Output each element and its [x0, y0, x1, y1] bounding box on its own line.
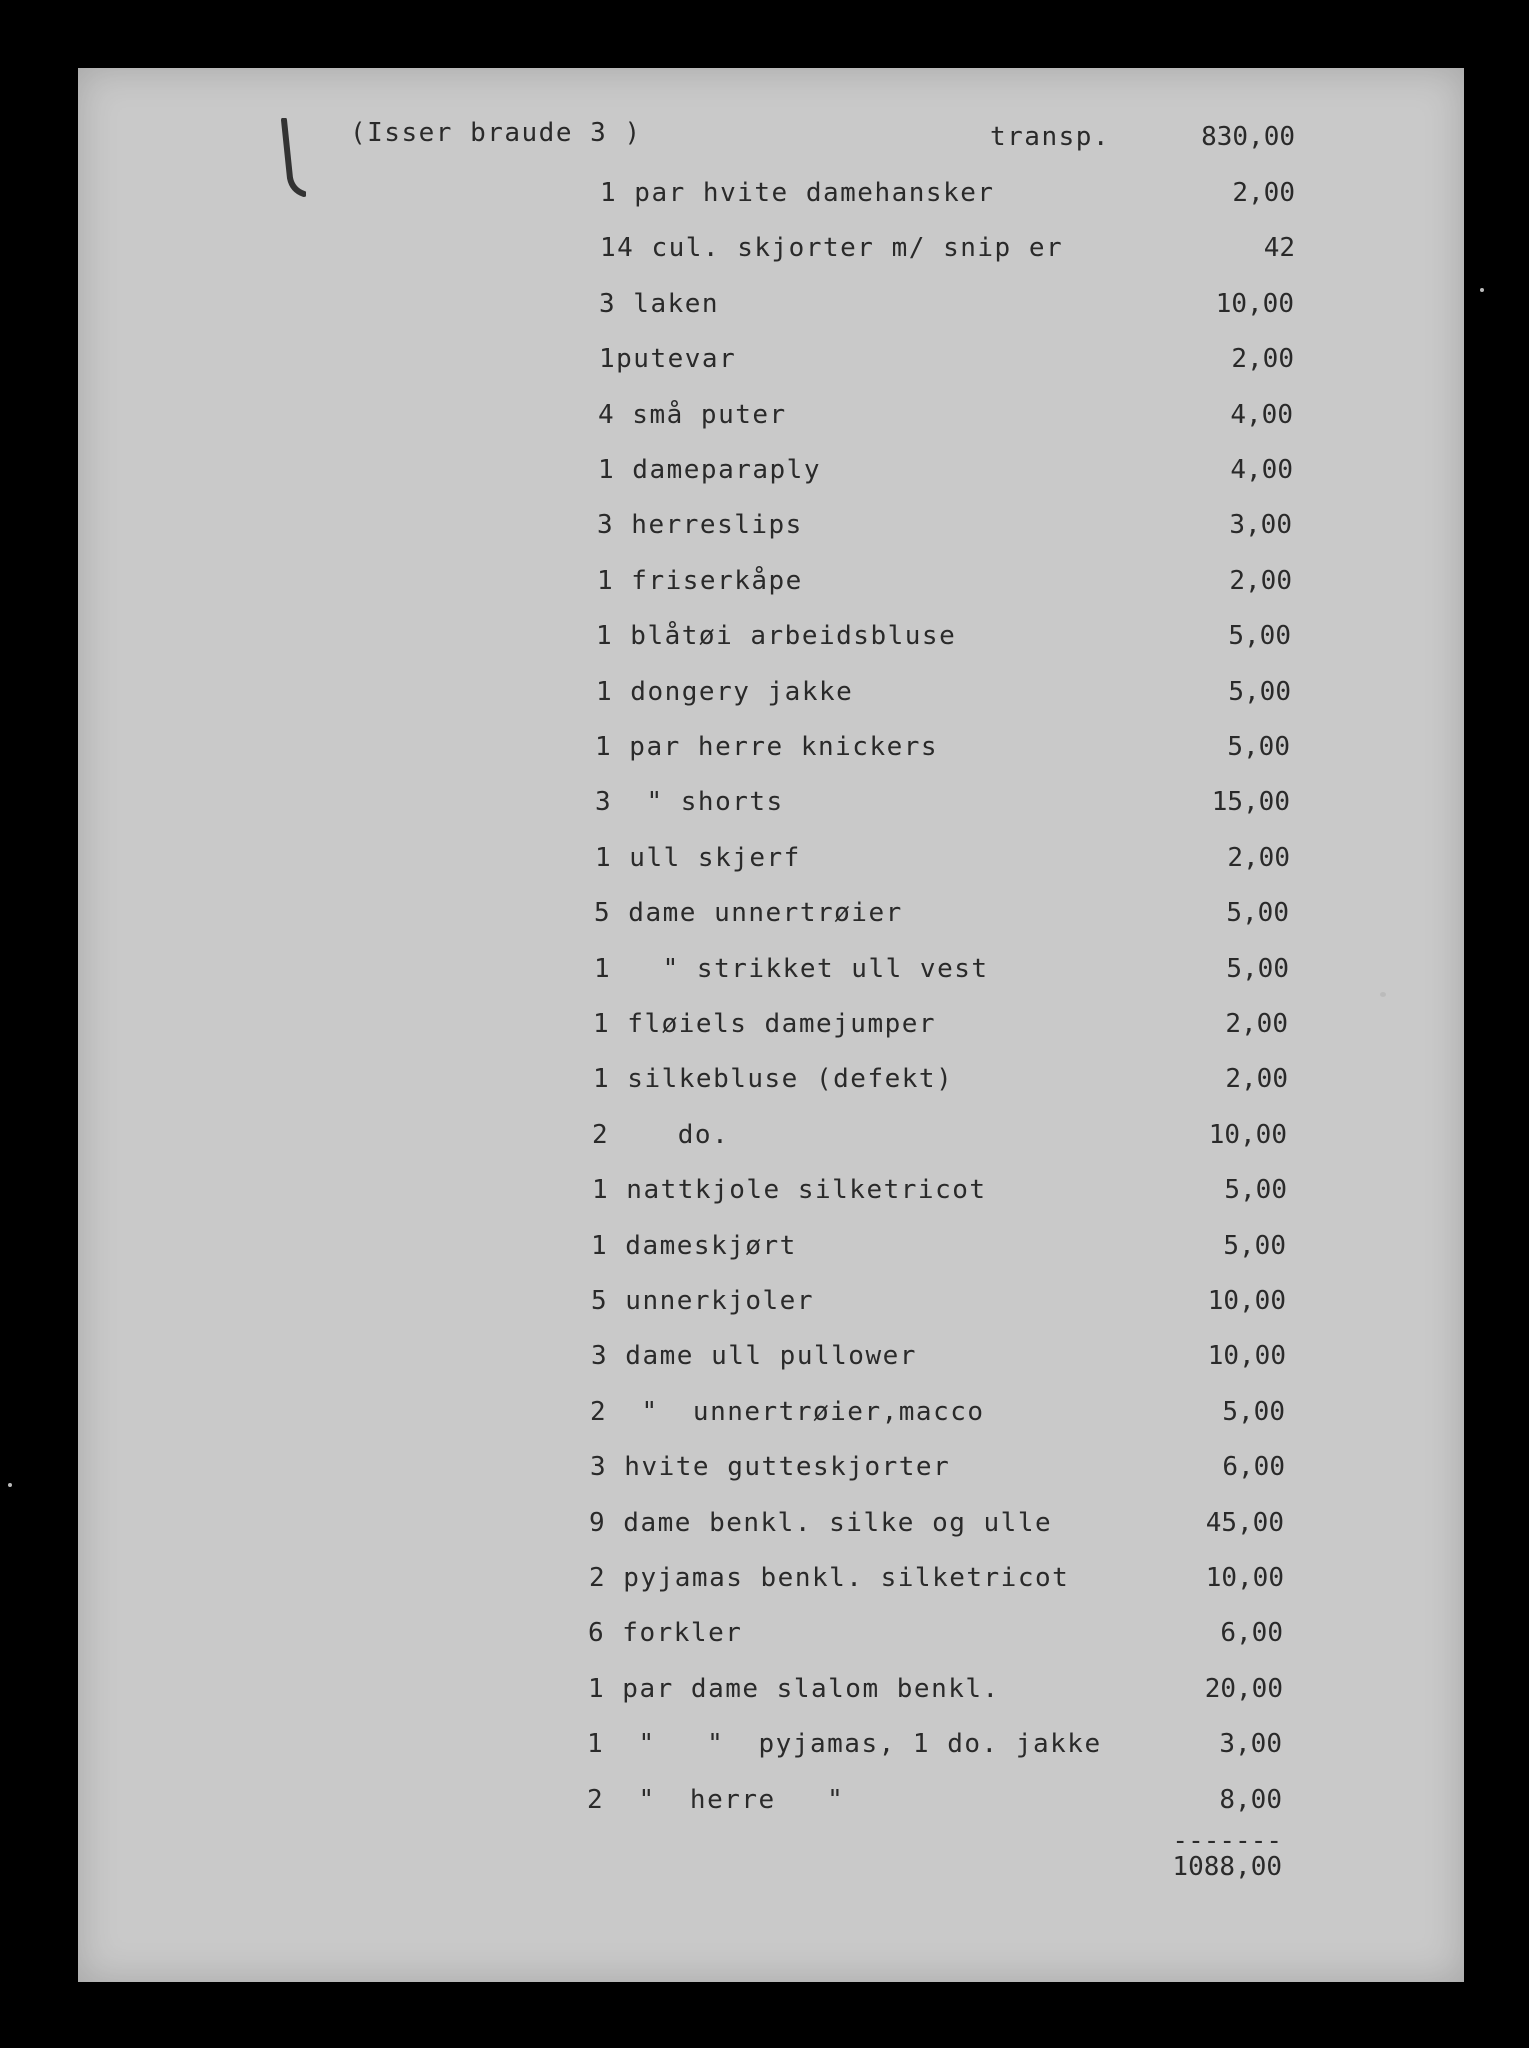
item-description: 1 dameskjørt: [591, 1231, 797, 1261]
item-description: 1 " " pyjamas, 1 do. jakke: [587, 1729, 1102, 1759]
item-amount: 3,00: [1229, 510, 1292, 540]
item-description: 2 do.: [592, 1120, 730, 1150]
item-description: 1 friserkåpe: [597, 566, 803, 596]
item-amount: 10,00: [1207, 1341, 1286, 1371]
item-amount: 10,00: [1215, 289, 1294, 319]
item-amount: 2,00: [1231, 344, 1294, 374]
header-transport-label: transp.: [990, 122, 1111, 152]
item-description: 3 herreslips: [597, 510, 803, 540]
total-amount: 1088,00: [1172, 1852, 1282, 1882]
item-amount: 42: [1263, 233, 1295, 263]
item-amount: 2,00: [1229, 566, 1292, 596]
item-description: 1 silkebluse (defekt): [593, 1064, 954, 1094]
item-description: 14 cul. skjorter m/ snip er: [600, 233, 1064, 263]
item-amount: 45,00: [1205, 1508, 1284, 1538]
item-description: 6 forkler: [588, 1618, 743, 1648]
item-description: 1 nattkjole silketricot: [592, 1175, 987, 1205]
dust-speck: [8, 1483, 12, 1487]
pencil-mark-icon: [280, 118, 306, 198]
item-amount: 5,00: [1228, 621, 1291, 651]
item-description: 5 unnerkjoler: [591, 1286, 814, 1316]
item-description: 4 små puter: [598, 400, 787, 430]
item-description: 1putevar: [599, 344, 737, 374]
item-description: 1 par herre knickers: [595, 732, 939, 762]
item-amount: 2,00: [1227, 843, 1290, 873]
item-amount: 5,00: [1223, 1231, 1286, 1261]
item-amount: 10,00: [1205, 1563, 1284, 1593]
item-amount: 5,00: [1222, 1397, 1285, 1427]
item-amount: 5,00: [1228, 677, 1291, 707]
item-amount: 8,00: [1219, 1785, 1282, 1815]
header-transport-amount: 830,00: [1201, 122, 1295, 152]
dust-speck: [1480, 288, 1484, 292]
item-description: 1 par hvite damehansker: [600, 178, 995, 208]
item-amount: 5,00: [1226, 954, 1289, 984]
item-description: 9 dame benkl. silke og ulle: [589, 1508, 1053, 1538]
header-source: (Isser braude 3 ): [350, 118, 642, 148]
total-rule: -------: [1172, 1826, 1282, 1856]
item-amount: 4,00: [1230, 455, 1293, 485]
item-amount: 6,00: [1220, 1618, 1283, 1648]
dust-speck: [1380, 992, 1386, 997]
item-description: 2 " unnertrøier,macco: [590, 1397, 985, 1427]
item-amount: 15,00: [1211, 787, 1290, 817]
item-description: 2 pyjamas benkl. silketricot: [589, 1563, 1070, 1593]
item-amount: 2,00: [1225, 1064, 1288, 1094]
item-description: 1 " strikket ull vest: [594, 954, 989, 984]
item-description: 1 ull skjerf: [595, 843, 801, 873]
item-description: 1 fløiels damejumper: [593, 1009, 937, 1039]
item-amount: 5,00: [1226, 898, 1289, 928]
item-description: 1 par dame slalom benkl.: [588, 1674, 1000, 1704]
item-description: 3 dame ull pullower: [591, 1341, 917, 1371]
item-amount: 6,00: [1222, 1452, 1285, 1482]
item-amount: 2,00: [1232, 178, 1295, 208]
item-description: 3 laken: [599, 289, 720, 319]
item-description: 2 " herre ": [587, 1785, 845, 1815]
item-description: 3 " shorts: [595, 787, 784, 817]
item-description: 5 dame unnertrøier: [594, 898, 903, 928]
item-amount: 10,00: [1207, 1286, 1286, 1316]
item-amount: 2,00: [1225, 1009, 1288, 1039]
item-description: 3 hvite gutteskjorter: [590, 1452, 951, 1482]
item-amount: 20,00: [1204, 1674, 1283, 1704]
item-description: 1 dameparaply: [598, 455, 821, 485]
item-description: 1 blåtøi arbeidsbluse: [596, 621, 957, 651]
item-amount: 3,00: [1219, 1729, 1282, 1759]
item-amount: 5,00: [1227, 732, 1290, 762]
item-amount: 4,00: [1230, 400, 1293, 430]
item-amount: 10,00: [1208, 1120, 1287, 1150]
item-amount: 5,00: [1224, 1175, 1287, 1205]
item-description: 1 dongery jakke: [596, 677, 854, 707]
